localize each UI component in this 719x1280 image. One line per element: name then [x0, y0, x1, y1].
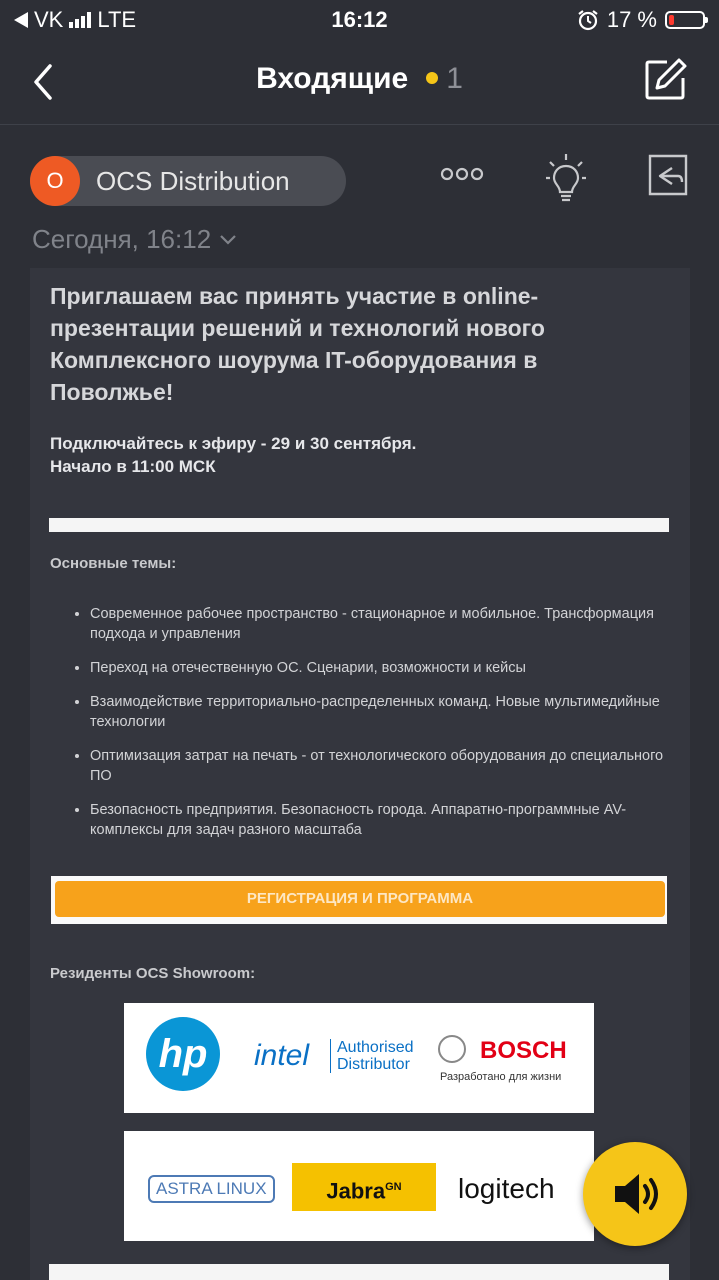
- sender-chip[interactable]: [30, 156, 346, 206]
- themes-list: [50, 604, 670, 854]
- status-right: [577, 7, 705, 33]
- email-headline: Приглашаем вас принять участие в online-презентации решений и технологий нового Комплексного шоурума IT-оборудования в Поволжье!: [50, 283, 545, 405]
- bosch-logo: BOSCH: [480, 1037, 567, 1064]
- bosch-tagline: Разработано для жизни: [440, 1071, 562, 1083]
- broadcast-dates: Подключайтесь к эфиру - 29 и 30 сентября.: [50, 434, 417, 453]
- list-item: • Современное рабочее пространство - стационарное и мобильное. Трансформация подхода и управления: [90, 604, 670, 644]
- network-label: LTE: [97, 7, 137, 32]
- divider-bar: [49, 518, 669, 532]
- nav-title: [0, 62, 719, 96]
- sender-name: OCS Distribution: [96, 166, 290, 196]
- residents-title: Резиденты OCS Showroom:: [50, 965, 256, 982]
- more-icon[interactable]: [440, 166, 484, 182]
- list-item: • Оптимизация затрат на печать - от технологического оборудования до специального ПО: [90, 746, 670, 786]
- list-item: • Безопасность предприятия. Безопасность города. Аппаратно-программные AV-комплексы для задач разного масштаба: [90, 800, 670, 840]
- register-banner: [51, 876, 667, 924]
- hp-logo: hp: [146, 1017, 220, 1091]
- email-broadcast-info: [50, 432, 670, 478]
- battery-icon: [665, 11, 705, 29]
- intel-authorised-line2: Distributor: [337, 1056, 410, 1073]
- partner-logos-row-2[interactable]: [124, 1131, 594, 1241]
- unread-dot: [426, 72, 438, 84]
- partner-logos-row-1[interactable]: [124, 1003, 594, 1113]
- status-time: 16:12: [331, 7, 388, 32]
- list-item: • Переход на отечественную ОС. Сценарии, возможности и кейсы: [90, 658, 670, 678]
- sender-avatar: O: [30, 156, 80, 206]
- speaker-icon: [583, 1142, 687, 1246]
- intel-authorised-text: [330, 1039, 414, 1073]
- broadcast-start: Начало в 11:00 МСК: [50, 457, 216, 476]
- jabra-gn: GN: [385, 1181, 402, 1193]
- astra-linux-logo: ASTRA LINUX: [148, 1175, 275, 1203]
- compose-icon[interactable]: [643, 56, 689, 102]
- intel-authorised-line1: Authorised: [337, 1039, 414, 1056]
- chevron-down-icon: [219, 234, 237, 246]
- message-date-text: Сегодня, 16:12: [32, 224, 212, 254]
- status-bar: [0, 0, 719, 40]
- divider-bar: [49, 1264, 669, 1280]
- message-date[interactable]: [32, 224, 237, 255]
- alarm-icon: [577, 9, 599, 31]
- bosch-armature-icon: [438, 1035, 466, 1063]
- speaker-button[interactable]: [583, 1142, 687, 1246]
- reply-icon[interactable]: [646, 152, 690, 198]
- battery-percent: 17 %: [606, 7, 657, 32]
- jabra-text: Jabra: [326, 1178, 386, 1204]
- logitech-logo: logitech: [458, 1173, 555, 1204]
- nav-title-text: Входящие: [256, 62, 409, 95]
- list-item: • Взаимодействие территориально-распределенных команд. Новые мультимедийные технологии: [90, 692, 670, 732]
- email-body: [30, 268, 690, 1280]
- unread-count: 1: [446, 62, 463, 95]
- jabra-logo: [292, 1163, 436, 1211]
- intel-logo: intel: [254, 1039, 310, 1072]
- lightbulb-icon[interactable]: [544, 152, 588, 206]
- carrier-label: VK: [34, 7, 64, 32]
- register-button[interactable]: РЕГИСТРАЦИЯ И ПРОГРАММА: [55, 881, 665, 917]
- nav-bar: [0, 40, 719, 125]
- themes-title: Основные темы:: [50, 555, 177, 572]
